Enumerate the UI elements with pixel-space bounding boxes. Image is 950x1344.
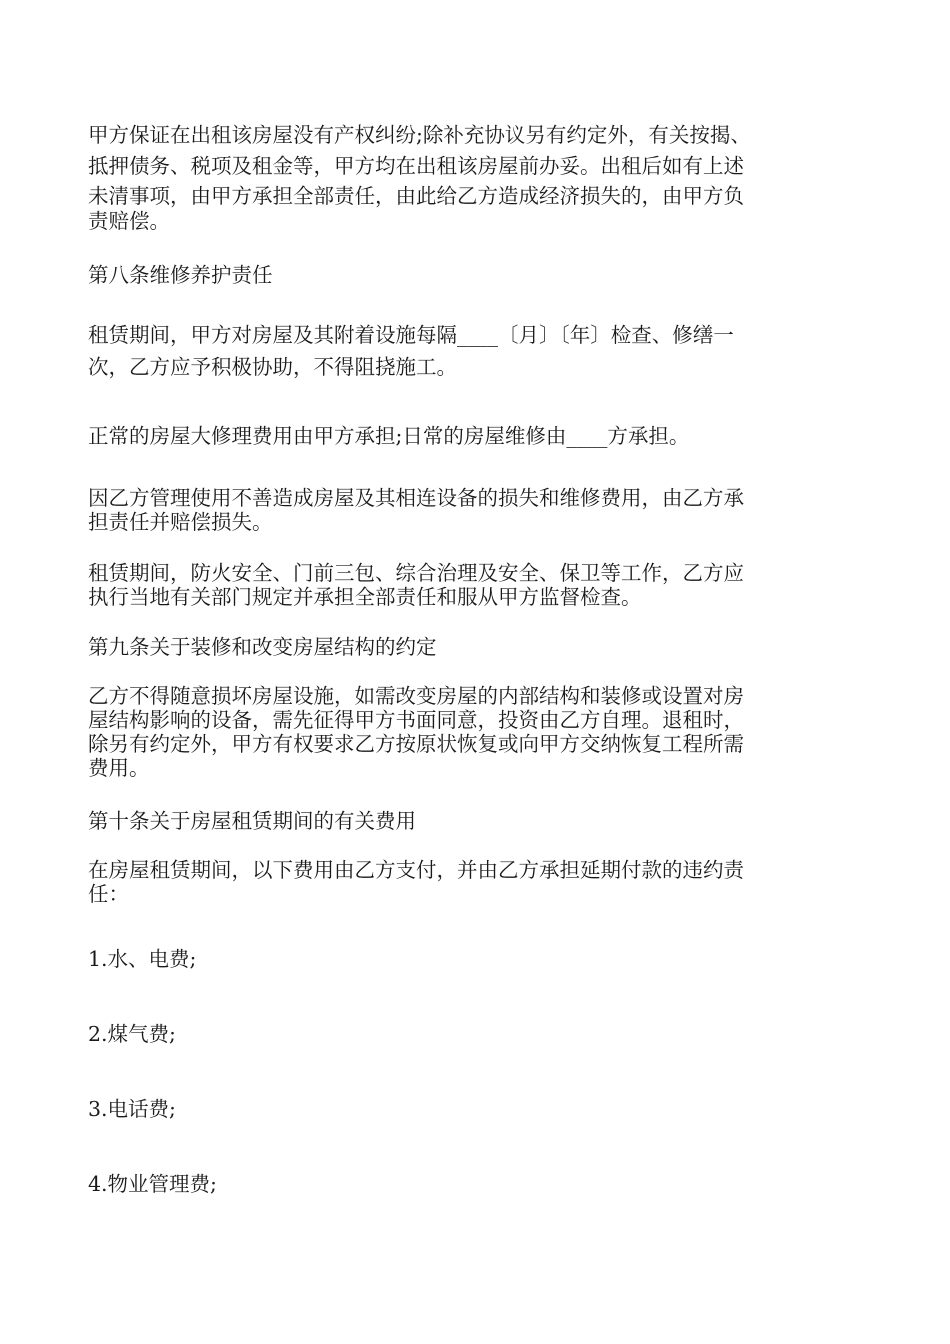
heading-text: 第十条关于房屋租赁期间的有关费用 xyxy=(88,809,416,833)
heading-article-10 xyxy=(88,808,864,834)
text-line: 费用。 xyxy=(88,756,150,780)
text-line: 执行当地有关部门规定并承担全部责任和服从甲方监督检查。 xyxy=(88,585,642,609)
list-item xyxy=(88,1096,864,1122)
paragraph-inspection xyxy=(88,322,864,386)
text-line: 在房屋租赁期间，以下费用由乙方支付，并由乙方承担延期付款的违约责 xyxy=(88,858,744,882)
heading-text: 第八条维修养护责任 xyxy=(88,263,273,287)
paragraph-damage-liability xyxy=(88,486,864,534)
text-line: 因乙方管理使用不善造成房屋及其相连设备的损失和维修费用，由乙方承 xyxy=(88,486,744,510)
paragraph-renovation xyxy=(88,684,864,780)
text-line: 租赁期间，甲方对房屋及其附着设施每隔____〔月〕〔年〕检查、修缮一 xyxy=(88,323,734,347)
text-line: 责赔偿。 xyxy=(88,209,170,233)
list-item-text: 1.水、电费; xyxy=(88,947,197,971)
list-item-text: 4.物业管理费; xyxy=(88,1172,217,1196)
paragraph-safety xyxy=(88,561,864,609)
list-item-text: 3.电话费; xyxy=(88,1097,176,1121)
list-item xyxy=(88,1021,864,1047)
list-item xyxy=(88,1171,864,1197)
text-line: 次，乙方应予积极协助，不得阻挠施工。 xyxy=(88,355,457,379)
text-line: 未清事项，由甲方承担全部责任，由此给乙方造成经济损失的，由甲方负 xyxy=(88,184,744,208)
text-line: 担责任并赔偿损失。 xyxy=(88,510,273,534)
heading-article-9 xyxy=(88,634,864,660)
text-line: 租赁期间，防火安全、门前三包、综合治理及安全、保卫等工作，乙方应 xyxy=(88,561,744,585)
paragraph-repair-costs xyxy=(88,423,864,449)
text-line: 除另有约定外，甲方有权要求乙方按原状恢复或向甲方交纳恢复工程所需 xyxy=(88,732,744,756)
text-line: 甲方保证在出租该房屋没有产权纠纷;除补充协议另有约定外，有关按揭、 xyxy=(88,123,751,147)
paragraph-warranty xyxy=(88,122,864,234)
text-line: 抵押债务、税项及租金等，甲方均在出租该房屋前办妥。出租后如有上述 xyxy=(88,154,744,178)
paragraph-expenses-intro xyxy=(88,858,864,906)
text-line: 乙方不得随意损坏房屋设施，如需改变房屋的内部结构和装修或设置对房 xyxy=(88,684,744,708)
list-item-text: 2.煤气费; xyxy=(88,1022,176,1046)
text-line: 任： xyxy=(88,882,129,906)
text-line: 屋结构影响的设备，需先征得甲方书面同意，投资由乙方自理。退租时， xyxy=(88,708,744,732)
list-item xyxy=(88,946,864,972)
heading-text: 第九条关于装修和改变房屋结构的约定 xyxy=(88,635,437,659)
heading-article-8 xyxy=(88,262,864,288)
text-line: 正常的房屋大修理费用由甲方承担;日常的房屋维修由____方承担。 xyxy=(88,424,690,448)
